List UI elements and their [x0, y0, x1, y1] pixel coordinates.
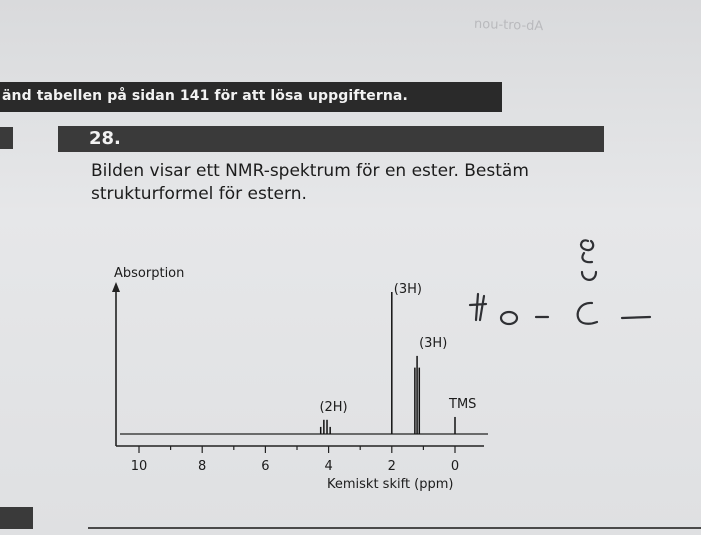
x-tick-label: 4	[324, 459, 333, 474]
x-axis-label: Kemiskt skift (ppm)	[327, 477, 454, 492]
instruction-text: änd tabellen på sidan 141 för att lösa uppgifterna.	[2, 88, 408, 104]
faint-handwriting: nou-tro-dA	[473, 16, 544, 35]
hand-o-mark	[501, 312, 517, 324]
peak-label: (3H)	[419, 335, 448, 351]
hand-bond-mark	[582, 272, 596, 280]
question-text: Bilden visar ett NMR-spektrum för en ester. Bestäm strukturformel för estern.	[91, 161, 529, 204]
hand-dash-2	[622, 317, 650, 318]
hand-h-mark	[470, 294, 486, 320]
peak-label: (2H)	[319, 399, 348, 415]
x-tick-label: 10	[130, 459, 148, 474]
problem-number: 28.	[89, 128, 121, 149]
x-tick-label: 8	[198, 459, 207, 474]
peak-label: (3H)	[393, 282, 423, 297]
peak-label: TMS	[449, 396, 477, 412]
hand-top-curl	[582, 253, 592, 262]
x-tick-label: 6	[261, 459, 270, 474]
x-tick-label: 0	[450, 459, 460, 474]
x-tick-label: 2	[387, 459, 396, 474]
y-axis-label: Absorption	[114, 266, 185, 281]
hand-c-mark	[578, 303, 597, 324]
hand-top-o-mark	[581, 240, 593, 250]
